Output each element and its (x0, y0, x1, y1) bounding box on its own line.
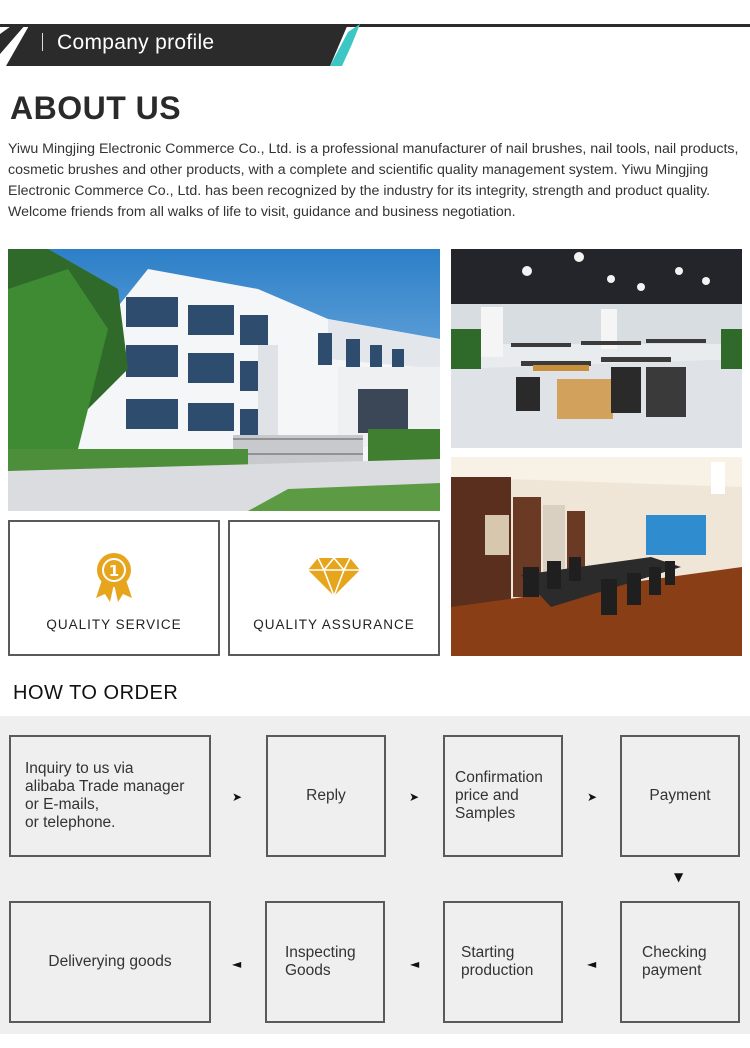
step-payment (620, 735, 740, 857)
step-delivery (9, 901, 211, 1023)
step-production (443, 901, 563, 1023)
step-confirmation (443, 735, 563, 857)
diamond-icon (308, 556, 360, 601)
step-confirmation-line: Samples (455, 805, 516, 822)
step-inspecting-line: Inspecting (285, 944, 356, 961)
step-production-line: production (461, 962, 534, 979)
step-inquiry-line: alibaba Trade manager (25, 778, 185, 795)
arrow-down-icon: ▼ (674, 870, 684, 884)
step-reply (266, 735, 386, 857)
step-inquiry-line: or telephone. (25, 814, 116, 831)
about-heading: ABOUT US (10, 90, 182, 126)
medal-number: 1 (108, 562, 120, 580)
step-payment-text: Payment (649, 787, 711, 804)
section-title-text: Company profile (57, 31, 215, 54)
quality-service-label: QUALITY SERVICE (46, 617, 182, 632)
about-paragraph: Yiwu Mingjing Electronic Commerce Co., Ltd. is a professional manufacturer of nail brushes, nail tools, nail products, cosmetic brushes and other products, with a complete and scientific quality management system. Yiwu Mingjing Electronic Commerce Co., Ltd. has been recognized by the industry for its integrity, strength and product quality. Welcome friends from all walks of life to visit, guidance and business negotiation. (8, 141, 739, 220)
title-divider (42, 33, 43, 51)
step-checking-line: Checking (642, 944, 707, 961)
step-confirmation-line: price and (455, 787, 519, 804)
meeting-room-photo (451, 457, 742, 656)
step-confirmation-line: Confirmation (455, 769, 543, 786)
step-inspecting-line: Goods (285, 962, 331, 979)
step-delivery-text: Deliverying goods (48, 953, 172, 970)
arrow-right-icon: ➤ (232, 790, 243, 804)
section-title (42, 31, 214, 55)
step-checking-payment (620, 901, 740, 1023)
arrow-right-icon: ➤ (587, 790, 598, 804)
quality-service-card (8, 520, 220, 656)
office-photo (451, 249, 742, 448)
arrow-left-icon: ◄ (410, 957, 420, 971)
step-production-line: Starting (461, 944, 515, 961)
step-inquiry (9, 735, 211, 857)
step-inquiry-line: or E-mails, (25, 796, 100, 813)
step-inquiry-line: Inquiry to us via (25, 760, 134, 777)
step-reply-text: Reply (306, 787, 346, 804)
how-to-order-heading: HOW TO ORDER (13, 682, 179, 704)
step-checking-line: payment (642, 962, 702, 979)
quality-assurance-label: QUALITY ASSURANCE (253, 617, 415, 632)
step-inspecting (265, 901, 385, 1023)
quality-assurance-card (228, 520, 440, 656)
arrow-left-icon: ◄ (587, 957, 597, 971)
arrow-left-icon: ◄ (232, 957, 242, 971)
factory-building-photo (8, 249, 440, 511)
medal-icon (92, 550, 136, 607)
arrow-right-icon: ➤ (409, 790, 420, 804)
